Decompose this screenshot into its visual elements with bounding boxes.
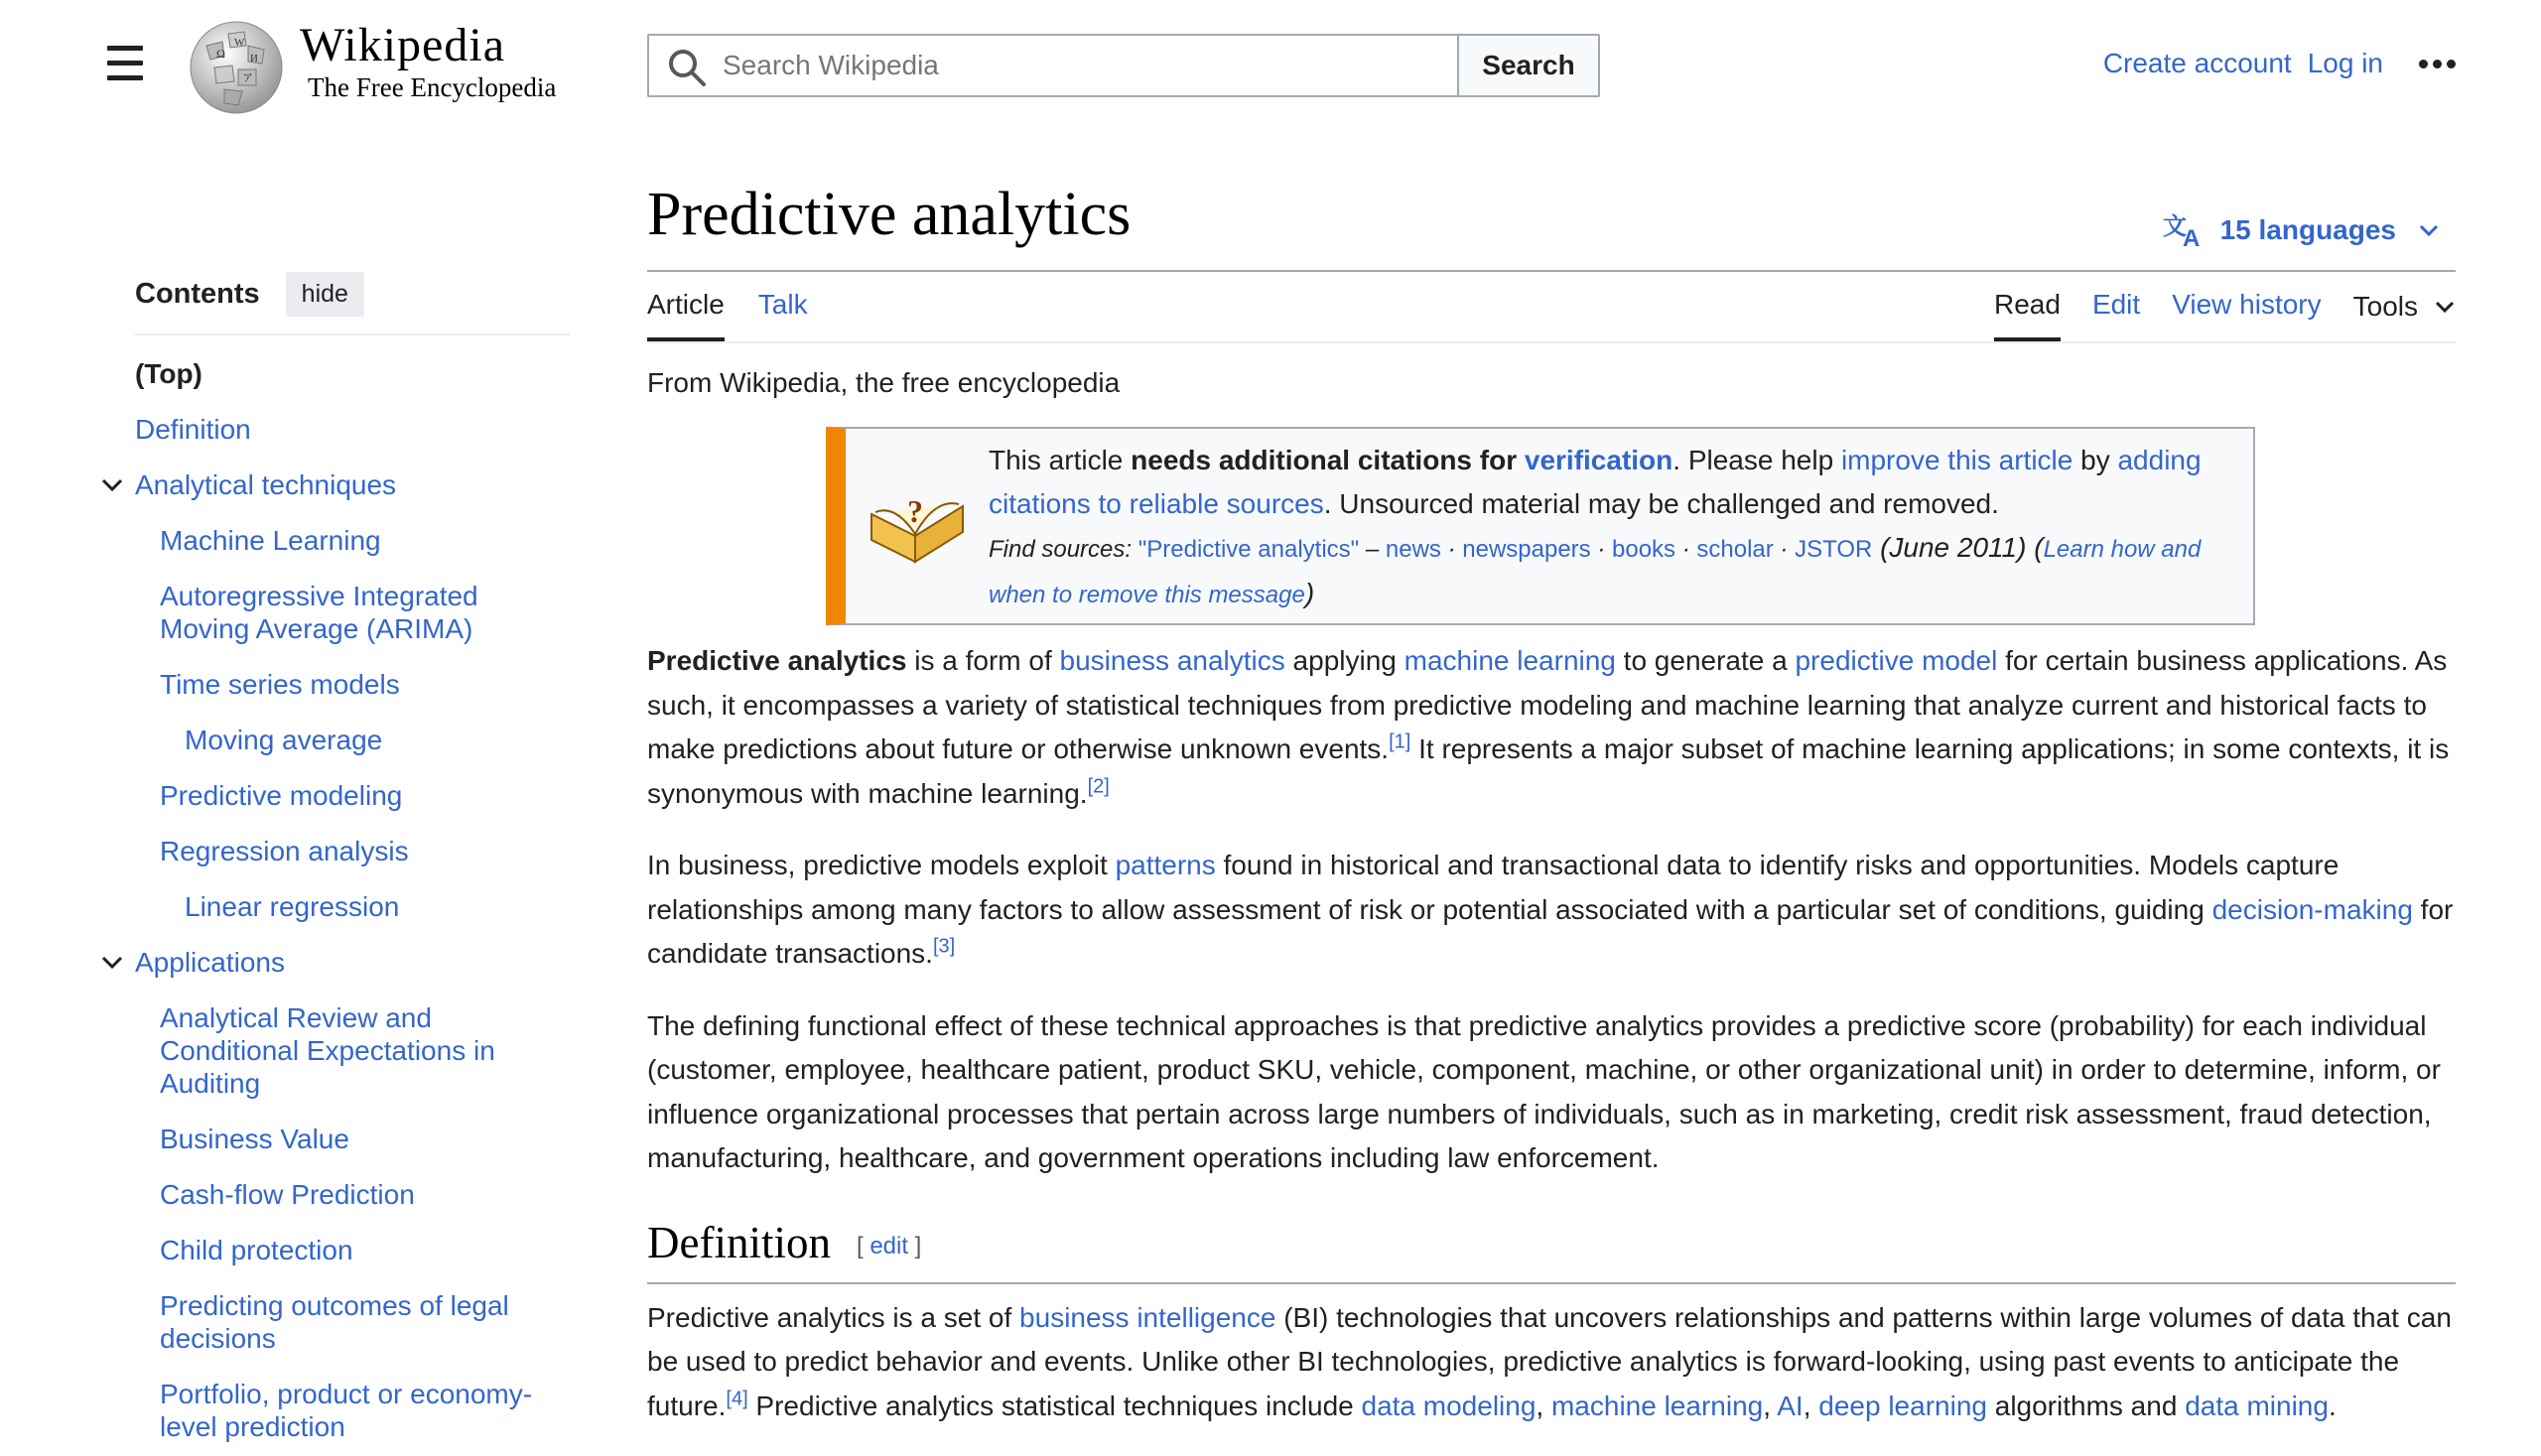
- link-business-intelligence[interactable]: business intelligence: [1019, 1301, 1276, 1333]
- toc-item-predictive-modeling[interactable]: [97, 779, 574, 812]
- separator: ·: [1675, 536, 1697, 563]
- citation-2[interactable]: [2]: [1087, 775, 1110, 798]
- toc-item-label: Analytical Review and Conditional Expectations in Auditing: [160, 1002, 495, 1099]
- wikipedia-wordmark[interactable]: [300, 18, 556, 101]
- toc-item-applications[interactable]: [97, 946, 574, 979]
- toc-item-machine-learning[interactable]: [97, 524, 574, 557]
- link-data-mining[interactable]: data mining: [2185, 1390, 2329, 1421]
- search-form: [647, 34, 1598, 97]
- notice-text-part: This article: [989, 445, 1132, 475]
- source-query-link[interactable]: "Predictive analytics": [1137, 536, 1360, 563]
- citation-notice-box: [826, 427, 2255, 625]
- citation-1[interactable]: [1]: [1389, 730, 1411, 753]
- notice-close-paren: ): [1304, 578, 1315, 608]
- separator: –: [1359, 536, 1386, 563]
- citation-3[interactable]: [3]: [932, 935, 956, 958]
- toc-item-label: Time series models: [160, 669, 400, 700]
- section-edit: [857, 1233, 921, 1259]
- search-box: [647, 34, 1459, 97]
- text: ,: [1536, 1390, 1551, 1421]
- dot: [2419, 60, 2428, 68]
- text: ,: [1763, 1390, 1778, 1421]
- svg-text:И: И: [250, 53, 258, 65]
- chevron-down-icon[interactable]: [99, 472, 125, 498]
- svg-text:ア: ア: [242, 72, 253, 84]
- toc-hide-button[interactable]: hide: [286, 272, 364, 317]
- search-icon: [667, 48, 707, 87]
- translate-icon: [2163, 212, 2205, 248]
- definition-body: [647, 1296, 2456, 1429]
- paragraph-intro: [647, 639, 2456, 816]
- log-in-link[interactable]: Log in: [2307, 48, 2383, 78]
- wikipedia-globe-icon[interactable]: [179, 16, 298, 115]
- svg-text:W: W: [234, 37, 245, 49]
- site-tagline: From Wikipedia, the free encyclopedia: [647, 367, 1121, 398]
- toc-item-label: (Top): [135, 358, 202, 389]
- bracket: [: [856, 1233, 870, 1260]
- tools-label: Tools: [2352, 291, 2418, 322]
- text: for certain business applications. As such, it encompasses a variety of statistical techniques from predictive modeling and machine learning that analyze current and historical facts to make predictions about future or otherwise unknown events.: [647, 645, 2448, 764]
- toc-item-label: Analytical techniques: [135, 469, 397, 500]
- search-input[interactable]: [721, 44, 1439, 87]
- toc-item-label: Autoregressive Integrated Moving Average (ARIMA): [160, 581, 478, 644]
- citation-4[interactable]: [4]: [726, 1388, 748, 1410]
- wordmark-tagline: The Free Encyclopedia: [308, 72, 557, 102]
- adding-citations-link[interactable]: adding citations to reliable sources: [989, 445, 2202, 519]
- toc-item-label: Portfolio, product or economy-level prediction: [160, 1379, 533, 1442]
- toc-item-label: Regression analysis: [160, 836, 409, 866]
- hamburger-bar: [107, 61, 143, 66]
- toc-item-moving-average[interactable]: [97, 724, 574, 756]
- chevron-down-icon[interactable]: [99, 950, 125, 976]
- article-content: [647, 169, 2456, 1456]
- toc-item-label: Child protection: [160, 1235, 353, 1265]
- text: .: [2328, 1390, 2337, 1421]
- tab-read[interactable]: Read: [1994, 272, 2061, 341]
- toc-item-time-series-models[interactable]: [97, 668, 574, 701]
- notice-text: [989, 439, 2239, 617]
- section-title: Definition: [647, 1217, 831, 1267]
- paragraph-definition: [647, 1296, 2456, 1429]
- separator: ·: [1440, 536, 1463, 563]
- bracket: ]: [908, 1233, 922, 1260]
- text: Predictive analytics is a set of: [647, 1301, 1020, 1333]
- link-business-analytics[interactable]: business analytics: [1059, 645, 1285, 676]
- main-menu-button[interactable]: [99, 46, 147, 85]
- question-book-icon: [866, 484, 969, 566]
- title-row: [647, 179, 2456, 272]
- text: applying: [1284, 645, 1404, 676]
- chevron-down-icon: [2418, 219, 2440, 241]
- toc-item-label: Machine Learning: [160, 525, 381, 556]
- tab-view-history[interactable]: View history: [2172, 289, 2322, 320]
- toc-title: Contents: [135, 277, 260, 310]
- toc-item-label: Applications: [135, 947, 285, 978]
- toc-item-label: Cash-flow Prediction: [160, 1179, 415, 1210]
- svg-text:?: ?: [907, 493, 923, 529]
- notice-text-part: . Please help: [1672, 445, 1841, 475]
- toc-item-cash-flow-prediction[interactable]: [97, 1178, 574, 1211]
- toc-item-regression-analysis[interactable]: [97, 835, 574, 867]
- separator: ·: [1590, 536, 1612, 563]
- text: Predictive analytics statistical techniques include: [747, 1390, 1362, 1421]
- text: It represents a major subset of machine learning applications; in some contexts, it is synonymous with machine learning.: [647, 733, 2450, 809]
- toc-item-label: Definition: [135, 414, 251, 445]
- hamburger-bar: [107, 46, 143, 51]
- link-patterns[interactable]: patterns: [1115, 850, 1216, 880]
- toc-item-label: Business Value: [160, 1124, 349, 1154]
- text: The defining functional effect of these technical approaches is that predictive analytics provides a predictive score (probability) for each individual (customer, employee, healthcare patient, product SKU, vehicle, component, machine, or other organizational unit) in order to determine, inform, or influence organizational processes that pertain across large numbers of individuals, such as in marketing, credit risk assessment, fraud detection, manufacturing, healthcare, and government operations including law enforcement.: [647, 1009, 2441, 1173]
- paragraph-business: [647, 844, 2456, 977]
- text: to generate a: [1615, 645, 1796, 676]
- separator: ·: [1773, 536, 1796, 563]
- toc-item-child-protection[interactable]: [97, 1234, 574, 1266]
- verification-link[interactable]: verification: [1524, 445, 1673, 475]
- user-links: [2103, 48, 2456, 79]
- toc-item-analytical-review[interactable]: [97, 1001, 547, 1100]
- toc-item-definition[interactable]: [97, 413, 574, 446]
- link-ai[interactable]: AI: [1777, 1390, 1804, 1421]
- notice-date: (June 2011) (: [1872, 532, 2044, 563]
- text: (BI) technologies that uncovers relationships and patterns within large volumes of data that can be used to predict behavior and events. Unlike other BI technologies, predictive analytics is forward-looking, using past events to anticipate the future.: [647, 1301, 2452, 1421]
- dot: [2433, 60, 2442, 68]
- toc-item-portfolio-prediction[interactable]: [97, 1378, 577, 1443]
- svg-text:文: 文: [2162, 212, 2187, 240]
- source-newspapers-link[interactable]: newspapers: [1462, 536, 1591, 563]
- text: algorithms and: [1986, 1390, 2186, 1421]
- wordmark-main: Wikipedia: [300, 19, 505, 71]
- source-scholar-link[interactable]: scholar: [1696, 536, 1774, 563]
- tab-edit[interactable]: Edit: [2091, 289, 2141, 320]
- search-button[interactable]: Search: [1457, 34, 1600, 97]
- toc-item-arima[interactable]: [97, 580, 497, 645]
- edit-section-link[interactable]: edit: [869, 1233, 909, 1260]
- link-data-modeling[interactable]: data modeling: [1361, 1390, 1537, 1421]
- link-predictive-model[interactable]: predictive model: [1795, 645, 1998, 676]
- toc-item-label: Moving average: [185, 725, 383, 755]
- notice-text-part: . Unsourced material may be challenged and removed.: [1323, 488, 1999, 519]
- toc-list: [97, 357, 574, 1443]
- term-bold: Predictive analytics: [647, 645, 907, 676]
- toc-item-legal-decisions[interactable]: [97, 1289, 557, 1355]
- paragraph-functional-effect: [647, 1004, 2456, 1181]
- toc-item-analytical-techniques[interactable]: [97, 468, 574, 501]
- section-heading-definition: [647, 1217, 2456, 1284]
- svg-text:Ω: Ω: [216, 47, 225, 61]
- hamburger-bar: [107, 75, 143, 80]
- languages-count: 15 languages: [2219, 214, 2396, 245]
- language-selector-button[interactable]: [2163, 212, 2456, 248]
- table-of-contents: [97, 270, 574, 1443]
- page-tabs: [647, 272, 2456, 343]
- text: for candidate transactions.: [647, 893, 2454, 969]
- toc-divider: [135, 333, 570, 335]
- source-books-link[interactable]: books: [1612, 536, 1676, 563]
- notice-strong: needs additional citations for: [1131, 445, 1525, 475]
- source-jstor-link[interactable]: JSTOR: [1795, 536, 1873, 563]
- dot: [2447, 60, 2456, 68]
- tab-article[interactable]: Article: [647, 272, 725, 341]
- text: In business, predictive models exploit: [647, 850, 1116, 880]
- link-machine-learning[interactable]: machine learning: [1404, 645, 1616, 676]
- page-title: Predictive analytics: [647, 181, 1132, 248]
- svg-text:A: A: [2182, 225, 2200, 248]
- tools-dropdown[interactable]: [2353, 272, 2456, 341]
- create-account-link[interactable]: Create account: [2102, 48, 2292, 78]
- toc-item-label: Predicting outcomes of legal decisions: [160, 1290, 509, 1354]
- chevron-down-icon: [2434, 296, 2456, 318]
- improve-article-link[interactable]: improve this article: [1840, 445, 2073, 475]
- toc-item-top[interactable]: [97, 357, 574, 390]
- learn-remove-message-link[interactable]: Learn how and when to remove this message: [989, 536, 2202, 608]
- toc-item-linear-regression[interactable]: [97, 890, 574, 923]
- text: is a form of: [906, 645, 1060, 676]
- link-deep-learning[interactable]: deep learning: [1818, 1390, 1987, 1421]
- toc-item-label: Linear regression: [185, 891, 400, 922]
- toc-item-label: Predictive modeling: [160, 780, 403, 811]
- toc-item-business-value[interactable]: [97, 1123, 574, 1155]
- find-sources-line: [989, 526, 2239, 617]
- more-options-icon[interactable]: [2419, 60, 2456, 68]
- link-decision-making[interactable]: decision-making: [2211, 893, 2413, 925]
- source-news-link[interactable]: news: [1385, 536, 1441, 563]
- namespace-tabs: [647, 272, 842, 341]
- link-machine-learning-2[interactable]: machine learning: [1550, 1390, 1764, 1421]
- text: found in historical and transactional data to identify risks and opportunities. Models capture relationships among many factors to allow assessment of risk or potential associated with a particular set of conditions, guiding: [647, 850, 2340, 925]
- notice-text-part: by: [2073, 445, 2118, 475]
- tab-talk[interactable]: Talk: [757, 289, 808, 320]
- view-tabs: [1962, 272, 2456, 341]
- find-sources-label: Find sources:: [989, 536, 1133, 563]
- toc-header: [97, 270, 574, 318]
- article-body: [647, 639, 2456, 1181]
- text: ,: [1803, 1390, 1819, 1421]
